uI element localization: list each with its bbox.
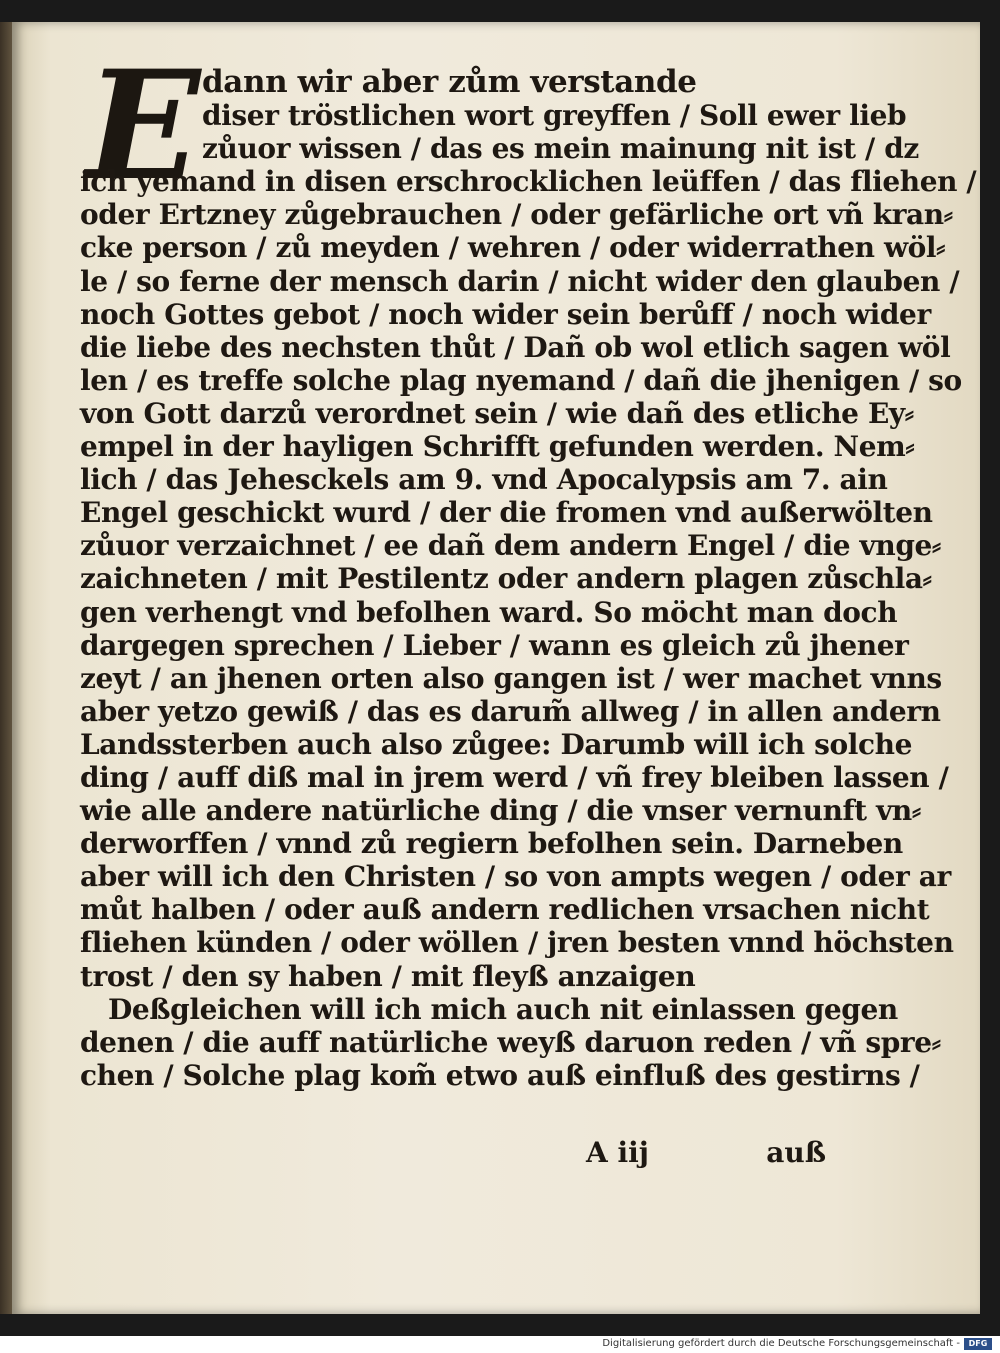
text-line: Engel geschickt wurd / der die fromen vnd außerwölten xyxy=(80,496,933,530)
text-line: len / es treffe solche plag nyemand / dañ die jhenigen / so xyxy=(80,363,962,397)
text-line: noch Gottes gebot / noch wider sein berůff / noch wider xyxy=(80,297,931,331)
text-line: fliehen künden / oder wöllen / jren besten vnnd höchsten xyxy=(80,926,954,960)
text-line: die liebe des nechsten thůt / Dañ ob wol etlich sagen wöl xyxy=(80,330,951,364)
text-line: Deßgleichen will ich mich auch nit einlassen gegen xyxy=(108,992,898,1026)
text-line: denen / die auff natürliche weyß daruon reden / vñ spre⸗ xyxy=(80,1025,941,1059)
text-line: empel in der hayligen Schrifft gefunden werden. Nem⸗ xyxy=(80,430,915,464)
decorated-initial: E xyxy=(86,38,201,214)
text-line: dargegen sprechen / Lieber / wann es gleich zů jhener xyxy=(80,628,909,662)
catchword: auß xyxy=(766,1136,826,1169)
text-line: ding / auff diß mal in jrem werd / vñ frey bleiben lassen / xyxy=(80,760,949,794)
text-line: von Gott darzů verordnet sein / wie dañ des etliche Ey⸗ xyxy=(80,396,914,430)
text-line: diser tröstlichen wort greyffen / Soll ewer lieb xyxy=(202,99,907,133)
signature-mark: A iij xyxy=(586,1136,649,1169)
text-line: Landssterben auch also zůgee: Darumb will ich solche xyxy=(80,727,912,761)
text-line: derworffen / vnnd zů regiern befolhen sein. Darneben xyxy=(80,827,903,861)
text-line: aber yetzo gewiß / das es darum̃ allweg / in allen andern xyxy=(80,694,941,728)
text-line: oder Ertzney zůgebrauchen / oder gefärliche ort vñ kran⸗ xyxy=(80,198,953,232)
text-line: chen / Solche plag kom̃ etwo auß einfluß des gestirns / xyxy=(80,1058,920,1092)
digitization-footer xyxy=(0,1336,1000,1353)
text-line: zaichneten / mit Pestilentz oder andern plagen zůschla⸗ xyxy=(80,562,932,596)
page-footer-line xyxy=(586,1136,826,1169)
text-line: zůuor verzaichnet / ee dañ dem andern Engel / die vnge⸗ xyxy=(80,529,941,563)
text-line: gen verhengt vnd befolhen ward. So möcht man doch xyxy=(80,595,898,629)
dfg-logo: DFG xyxy=(964,1338,992,1350)
text-line: wie alle andere natürliche ding / die vnser vernunft vn⸗ xyxy=(80,794,921,828)
page-text-block xyxy=(80,64,977,1092)
text-line: lich / das Jehesckels am 9. vnd Apocalypsis am 7. ain xyxy=(80,463,888,497)
text-line: trost / den sy haben / mit fleyß anzaigen xyxy=(80,959,696,993)
text-line: cke person / zů meyden / wehren / oder widerrathen wöl⸗ xyxy=(80,231,946,265)
text-line: zůuor wissen / das es mein mainung nit ist / dz xyxy=(202,132,919,166)
funding-credit: Digitalisierung gefördert durch die Deutsche Forschungsgemeinschaft - xyxy=(602,1338,960,1349)
text-line: ich yemand in disen erschrocklichen leüffen / das fliehen / xyxy=(80,165,977,199)
text-line: můt halben / oder auß andern redlichen vrsachen nicht xyxy=(80,893,930,927)
text-line: aber will ich den Christen / so von ampts wegen / oder ar xyxy=(80,860,951,894)
text-line: dann wir aber zům verstande xyxy=(202,64,697,100)
text-line: le / so ferne der mensch darin / nicht wider den glauben / xyxy=(80,264,960,298)
text-line: zeyt / an jhenen orten also gangen ist / wer machet vnns xyxy=(80,661,942,695)
